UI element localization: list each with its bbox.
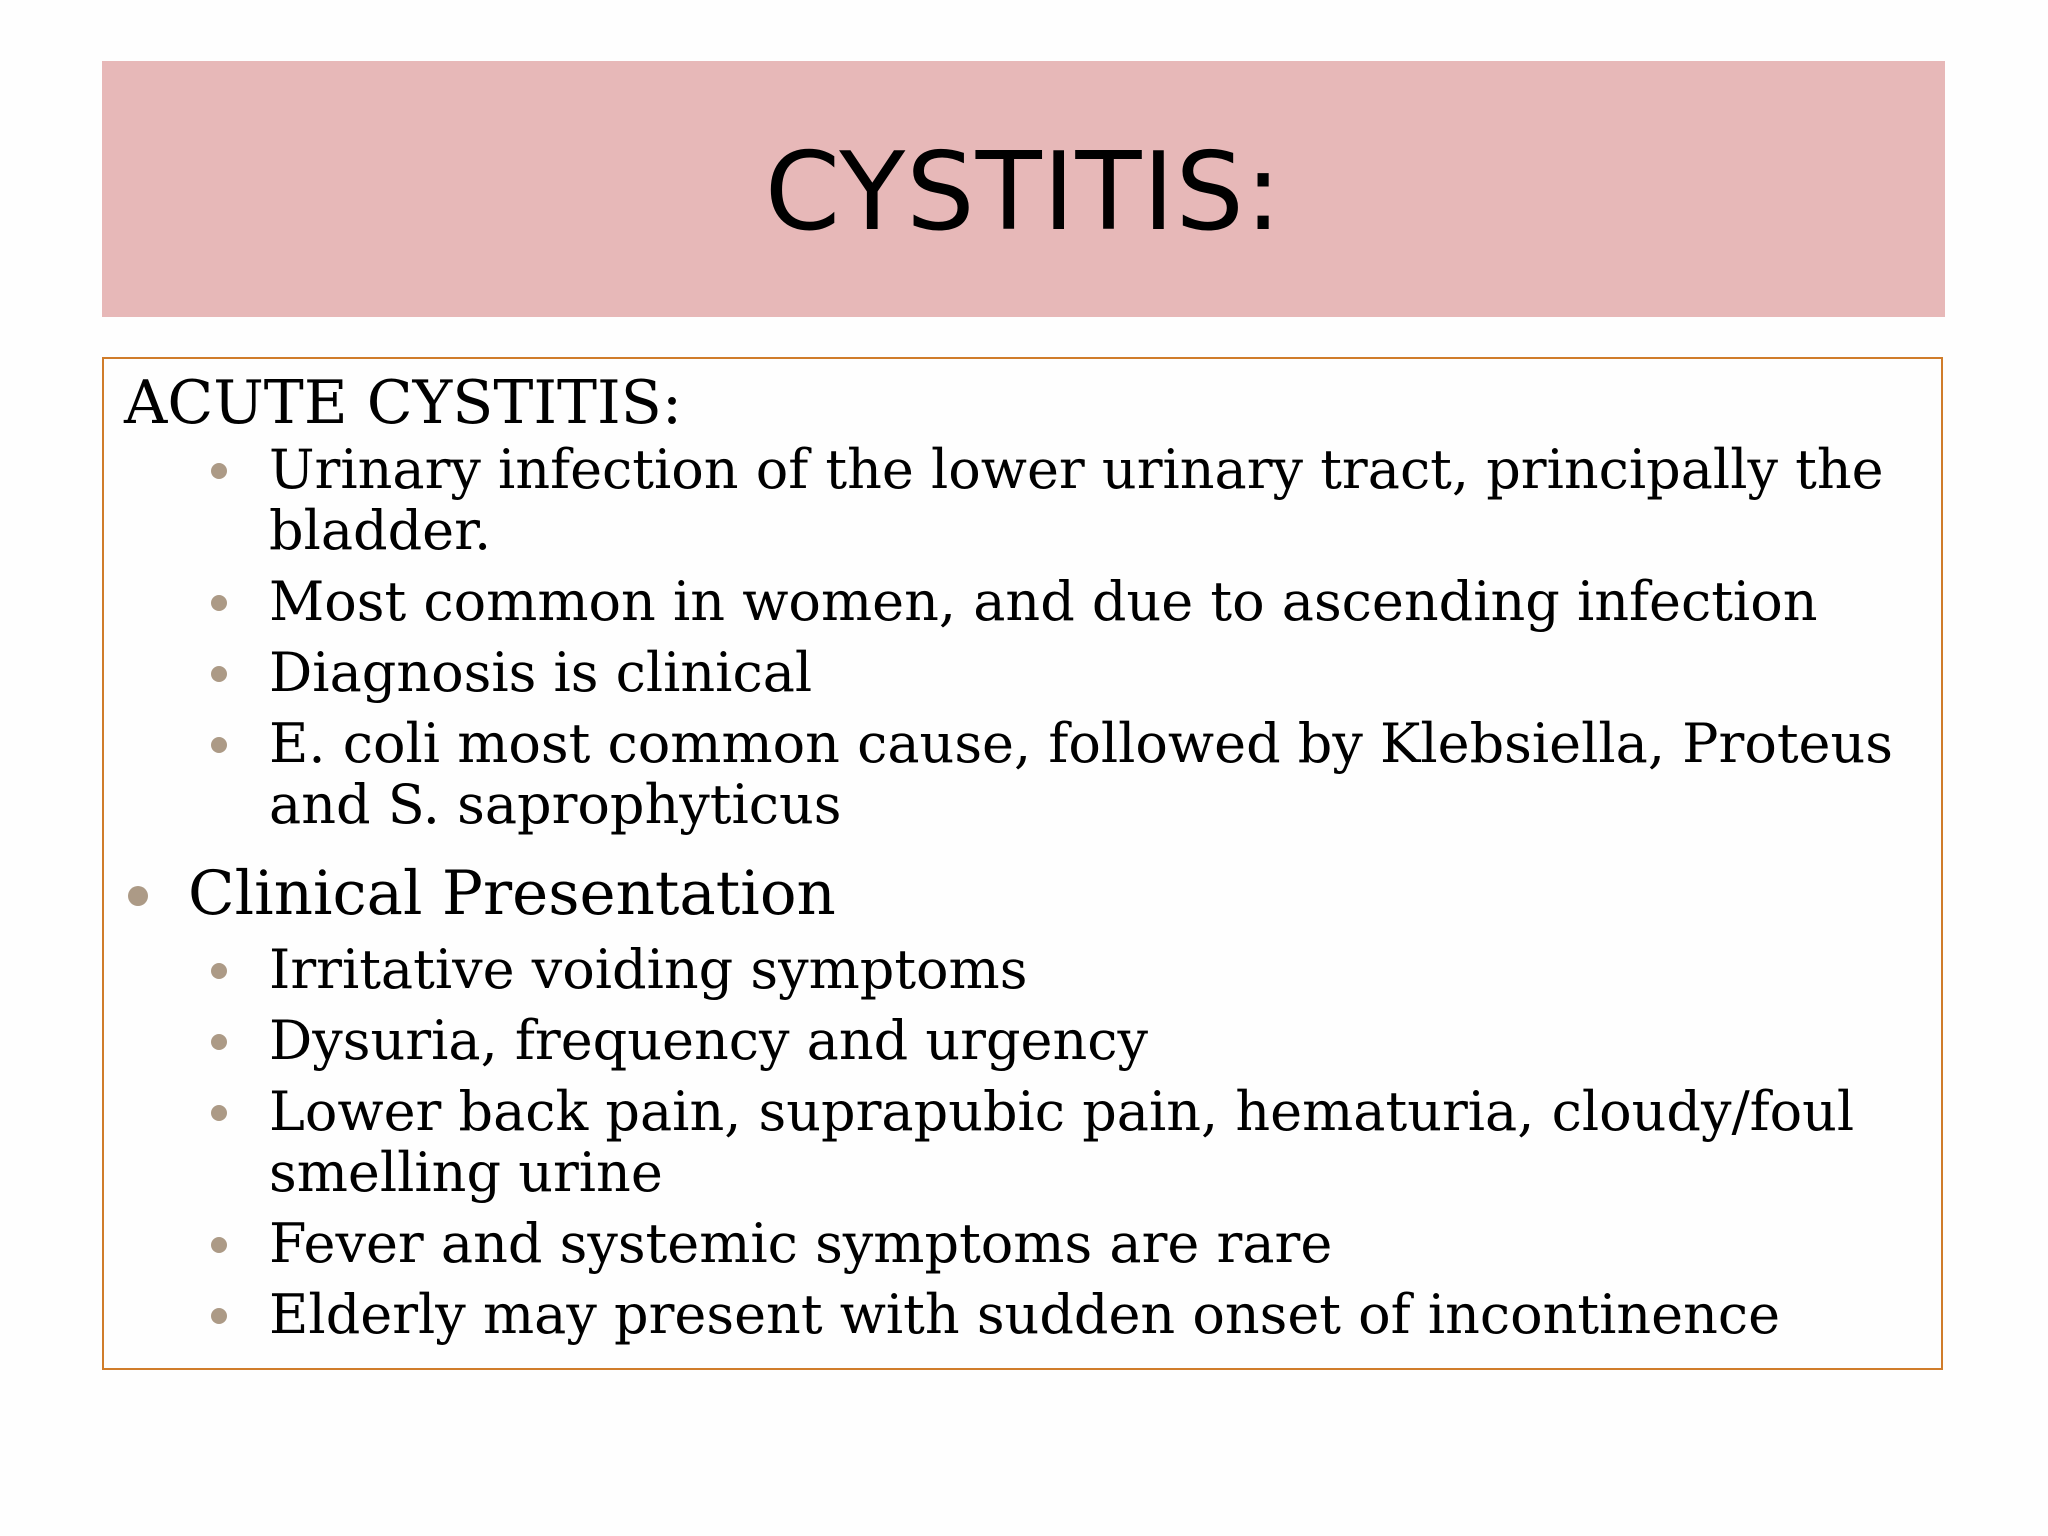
slide-title: CYSTITIS: bbox=[764, 130, 1283, 255]
list-item-text: E. coli most common cause, followed by Klebsiella, Proteus and S. saprophyticus bbox=[269, 712, 1893, 836]
clinical-presentation-heading bbox=[104, 859, 1941, 929]
list-item bbox=[104, 1284, 1941, 1345]
list-item bbox=[104, 713, 1941, 835]
list-item bbox=[104, 571, 1941, 632]
list-item-text: Fever and systemic symptoms are rare bbox=[269, 1212, 1333, 1275]
clinical-presentation-section bbox=[104, 859, 1941, 929]
list-item bbox=[104, 642, 1941, 703]
clinical-presentation-heading-text: Clinical Presentation bbox=[188, 858, 836, 929]
acute-cystitis-list bbox=[104, 439, 1941, 845]
bullet-icon bbox=[211, 1105, 227, 1121]
content-box bbox=[102, 357, 1943, 1370]
bullet-icon bbox=[211, 595, 227, 611]
bullet-icon bbox=[211, 963, 227, 979]
title-bar bbox=[102, 61, 1945, 317]
bullet-icon bbox=[211, 463, 227, 479]
bullet-icon bbox=[211, 737, 227, 753]
bullet-icon bbox=[211, 666, 227, 682]
list-item bbox=[104, 439, 1941, 561]
list-item bbox=[104, 1010, 1941, 1071]
bullet-icon bbox=[211, 1237, 227, 1253]
list-item bbox=[104, 939, 1941, 1000]
bullet-icon bbox=[211, 1308, 227, 1324]
list-item-text: Urinary infection of the lower urinary tract, principally the bladder. bbox=[269, 438, 1884, 562]
list-item-text: Lower back pain, suprapubic pain, hematuria, cloudy/foul smelling urine bbox=[269, 1080, 1855, 1204]
list-item bbox=[104, 1081, 1941, 1203]
list-item-text: Most common in women, and due to ascending infection bbox=[269, 570, 1818, 633]
list-item-text: Irritative voiding symptoms bbox=[269, 938, 1028, 1001]
list-item bbox=[104, 1213, 1941, 1274]
acute-cystitis-heading: ACUTE CYSTITIS: bbox=[124, 368, 683, 438]
bullet-icon bbox=[211, 1034, 227, 1050]
clinical-presentation-list bbox=[104, 939, 1941, 1355]
bullet-icon bbox=[128, 886, 148, 906]
list-item-text: Elderly may present with sudden onset of incontinence bbox=[269, 1283, 1781, 1346]
list-item-text: Diagnosis is clinical bbox=[269, 641, 813, 704]
list-item-text: Dysuria, frequency and urgency bbox=[269, 1009, 1149, 1072]
